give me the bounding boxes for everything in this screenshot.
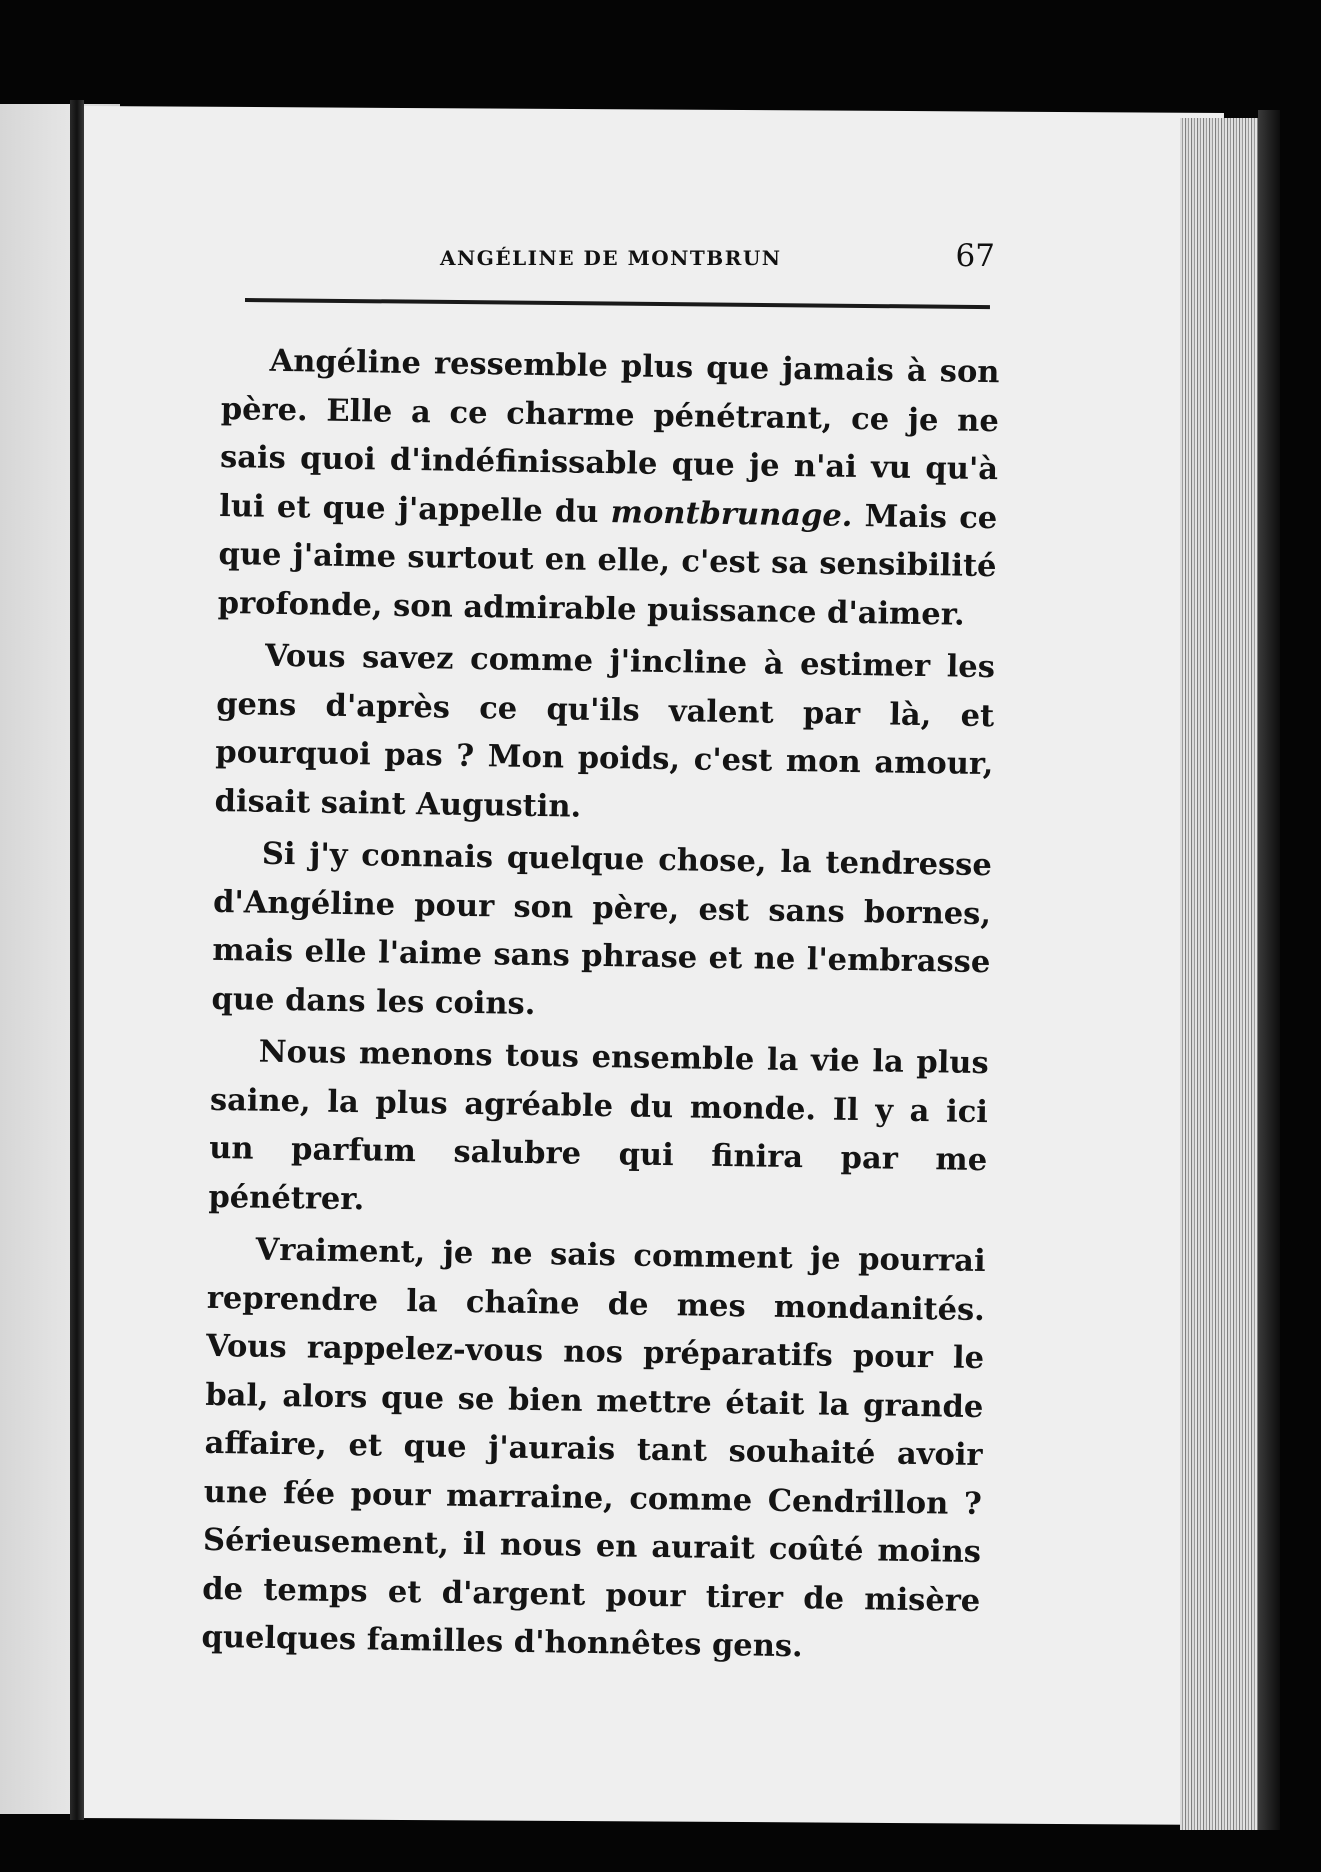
paragraph-1-end: Mais ce que j'aime surtout en elle, c'est sa sensibilité profonde, son admirable puissance d'aimer. <box>217 497 998 633</box>
paragraph-3: Si j'y connais quelque chose, la tendresse d'Angéline pour son père, est sans bornes, mais elle l'aime sans phrase et ne l'embrasse que dans les coins. <box>211 835 993 1022</box>
paragraph-1-start: Angéline ressemble plus que jamais à son père. Elle a ce charme pénétrant, ce je ne sais quoi d'indéfinissable que je n'ai vu qu'à lui et que j'appelle du <box>219 342 1000 530</box>
running-title: ANGÉLINE DE MONTBRUN <box>440 246 782 270</box>
paragraph-4: Nous menons tous ensemble la vie la plus saine, la plus agréable du monde. Il y a ici un parfum salubre qui finira par me pénétrer. <box>208 1033 989 1217</box>
page-number: 67 <box>955 238 995 274</box>
book-cover-edge <box>1258 110 1280 1830</box>
running-head <box>230 236 995 296</box>
body-text <box>201 336 1000 1678</box>
paragraph-5: Vraiment, je ne sais comment je pourrai reprendre la chaîne de mes mondanités. Vous rappelez-vous nos préparatifs pour le bal, alors que se bien mettre était la grande affaire, et que j'aurais tant souhaité avoir une fée pour marraine, comme Cendrillon ? Sérieusement, il nous en aurait coûté moins de temps et d'argent pour tirer de misère quelques familles d'honnêtes gens. <box>201 1231 986 1665</box>
book-gutter <box>70 100 84 1820</box>
page-edge-stack <box>1180 118 1258 1830</box>
paragraph-1 <box>217 336 999 639</box>
paragraph-2: Vous savez comme j'incline à estimer les gens d'après ce qu'ils valent par là, et pourquoi pas ? Mon poids, c'est mon amour, disait saint Augustin. <box>214 637 996 825</box>
paragraph-1-emphasis: montbrunage. <box>610 493 853 534</box>
